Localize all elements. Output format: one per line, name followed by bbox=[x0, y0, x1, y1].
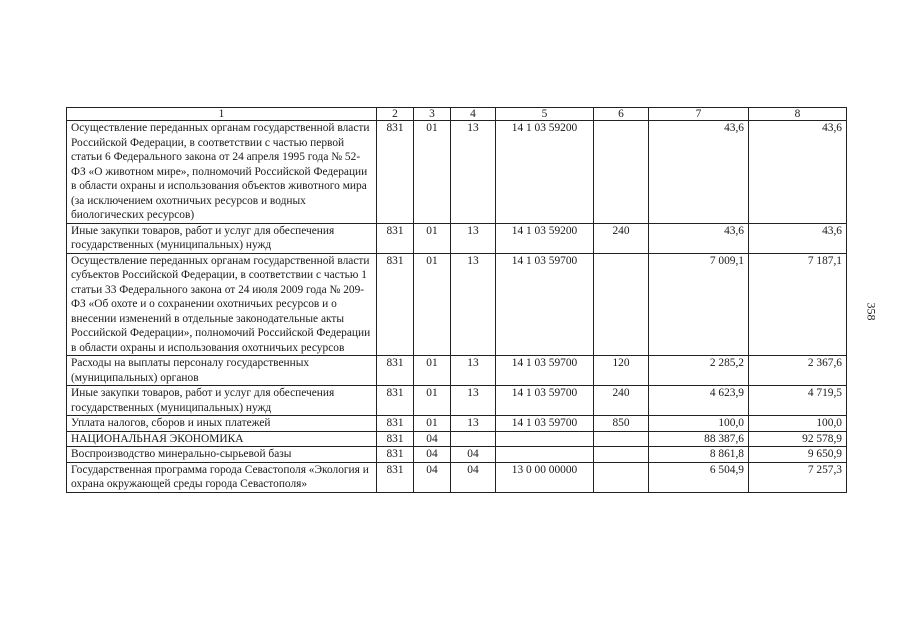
target-article-code: 14 1 03 59700 bbox=[496, 416, 594, 432]
header-cell: 7 bbox=[649, 108, 749, 121]
section-code: 01 bbox=[414, 416, 451, 432]
item-name: Осуществление переданных органам государственной власти Российской Федерации, в соответствии с частью первой статьи 6 Федерального закона от 24 апреля 1995 года № 52-ФЗ «О животном мире», полномочий Российской Федерации в области охраны и использования объектов животного мира (за исключением охотничьих ресурсов и водных биологических ресурсов) bbox=[67, 121, 377, 224]
expense-type-code bbox=[594, 462, 649, 492]
target-article-code: 14 1 03 59700 bbox=[496, 386, 594, 416]
grbs-code: 831 bbox=[377, 356, 414, 386]
target-article-code: 14 1 03 59700 bbox=[496, 356, 594, 386]
expense-type-code: 850 bbox=[594, 416, 649, 432]
amount-col8: 9 650,9 bbox=[749, 447, 847, 463]
subsection-code bbox=[451, 431, 496, 447]
subsection-code: 13 bbox=[451, 121, 496, 224]
header-cell: 8 bbox=[749, 108, 847, 121]
header-cell: 3 bbox=[414, 108, 451, 121]
amount-col7: 43,6 bbox=[649, 223, 749, 253]
table-row bbox=[67, 253, 847, 356]
subsection-code: 04 bbox=[451, 462, 496, 492]
amount-col7: 8 861,8 bbox=[649, 447, 749, 463]
expense-type-code: 240 bbox=[594, 223, 649, 253]
expense-type-code: 120 bbox=[594, 356, 649, 386]
item-name: Расходы на выплаты персоналу государственных (муниципальных) органов bbox=[67, 356, 377, 386]
amount-col8: 2 367,6 bbox=[749, 356, 847, 386]
section-code: 01 bbox=[414, 223, 451, 253]
item-name: Иные закупки товаров, работ и услуг для обеспечения государственных (муниципальных) нужд bbox=[67, 223, 377, 253]
section-code: 04 bbox=[414, 462, 451, 492]
amount-col8: 92 578,9 bbox=[749, 431, 847, 447]
grbs-code: 831 bbox=[377, 447, 414, 463]
table-row bbox=[67, 223, 847, 253]
target-article-code: 14 1 03 59700 bbox=[496, 253, 594, 356]
item-name: Иные закупки товаров, работ и услуг для обеспечения государственных (муниципальных) нужд bbox=[67, 386, 377, 416]
section-code: 04 bbox=[414, 431, 451, 447]
target-article-code bbox=[496, 447, 594, 463]
page-number: 358 bbox=[864, 302, 879, 321]
amount-col7: 4 623,9 bbox=[649, 386, 749, 416]
amount-col8: 100,0 bbox=[749, 416, 847, 432]
grbs-code: 831 bbox=[377, 416, 414, 432]
subsection-code: 13 bbox=[451, 386, 496, 416]
amount-col7: 100,0 bbox=[649, 416, 749, 432]
grbs-code: 831 bbox=[377, 223, 414, 253]
target-article-code: 14 1 03 59200 bbox=[496, 223, 594, 253]
expense-type-code: 240 bbox=[594, 386, 649, 416]
section-code: 01 bbox=[414, 386, 451, 416]
section-code: 04 bbox=[414, 447, 451, 463]
expense-type-code bbox=[594, 447, 649, 463]
subsection-code: 13 bbox=[451, 356, 496, 386]
item-name: Уплата налогов, сборов и иных платежей bbox=[67, 416, 377, 432]
table-row bbox=[67, 386, 847, 416]
subsection-code: 13 bbox=[451, 223, 496, 253]
amount-col8: 7 187,1 bbox=[749, 253, 847, 356]
header-cell: 1 bbox=[67, 108, 377, 121]
table-row bbox=[67, 356, 847, 386]
amount-col8: 43,6 bbox=[749, 223, 847, 253]
target-article-code bbox=[496, 431, 594, 447]
item-name: Осуществление переданных органам государственной власти субъектов Российской Федерации, в соответствии с частью 1 статьи 33 Федерального закона от 24 июля 2009 года № 209-ФЗ «Об охоте и о сохранении охотничьих ресурсов и о внесении изменений в отдельные законодательные акты Российской Федерации», полномочий Российской Федерации в области охраны и использования охотничьих ресурсов bbox=[67, 253, 377, 356]
budget-table bbox=[66, 107, 847, 493]
table-row bbox=[67, 447, 847, 463]
grbs-code: 831 bbox=[377, 462, 414, 492]
section-code: 01 bbox=[414, 356, 451, 386]
header-row bbox=[67, 108, 847, 121]
subsection-code: 04 bbox=[451, 447, 496, 463]
grbs-code: 831 bbox=[377, 431, 414, 447]
expense-type-code bbox=[594, 121, 649, 224]
subsection-code: 13 bbox=[451, 253, 496, 356]
expense-type-code bbox=[594, 253, 649, 356]
item-name: НАЦИОНАЛЬНАЯ ЭКОНОМИКА bbox=[67, 431, 377, 447]
table-row bbox=[67, 462, 847, 492]
amount-col8: 43,6 bbox=[749, 121, 847, 224]
header-cell: 2 bbox=[377, 108, 414, 121]
table-row bbox=[67, 416, 847, 432]
amount-col7: 88 387,6 bbox=[649, 431, 749, 447]
header-cell: 5 bbox=[496, 108, 594, 121]
grbs-code: 831 bbox=[377, 121, 414, 224]
subsection-code: 13 bbox=[451, 416, 496, 432]
table-row bbox=[67, 431, 847, 447]
header-cell: 4 bbox=[451, 108, 496, 121]
item-name: Государственная программа города Севастополя «Экология и охрана окружающей среды города Севастополя» bbox=[67, 462, 377, 492]
table-row bbox=[67, 121, 847, 224]
amount-col7: 7 009,1 bbox=[649, 253, 749, 356]
target-article-code: 14 1 03 59200 bbox=[496, 121, 594, 224]
item-name: Воспроизводство минерально-сырьевой базы bbox=[67, 447, 377, 463]
grbs-code: 831 bbox=[377, 386, 414, 416]
amount-col7: 6 504,9 bbox=[649, 462, 749, 492]
section-code: 01 bbox=[414, 121, 451, 224]
expense-type-code bbox=[594, 431, 649, 447]
amount-col8: 4 719,5 bbox=[749, 386, 847, 416]
amount-col7: 2 285,2 bbox=[649, 356, 749, 386]
header-cell: 6 bbox=[594, 108, 649, 121]
grbs-code: 831 bbox=[377, 253, 414, 356]
amount-col7: 43,6 bbox=[649, 121, 749, 224]
amount-col8: 7 257,3 bbox=[749, 462, 847, 492]
target-article-code: 13 0 00 00000 bbox=[496, 462, 594, 492]
section-code: 01 bbox=[414, 253, 451, 356]
